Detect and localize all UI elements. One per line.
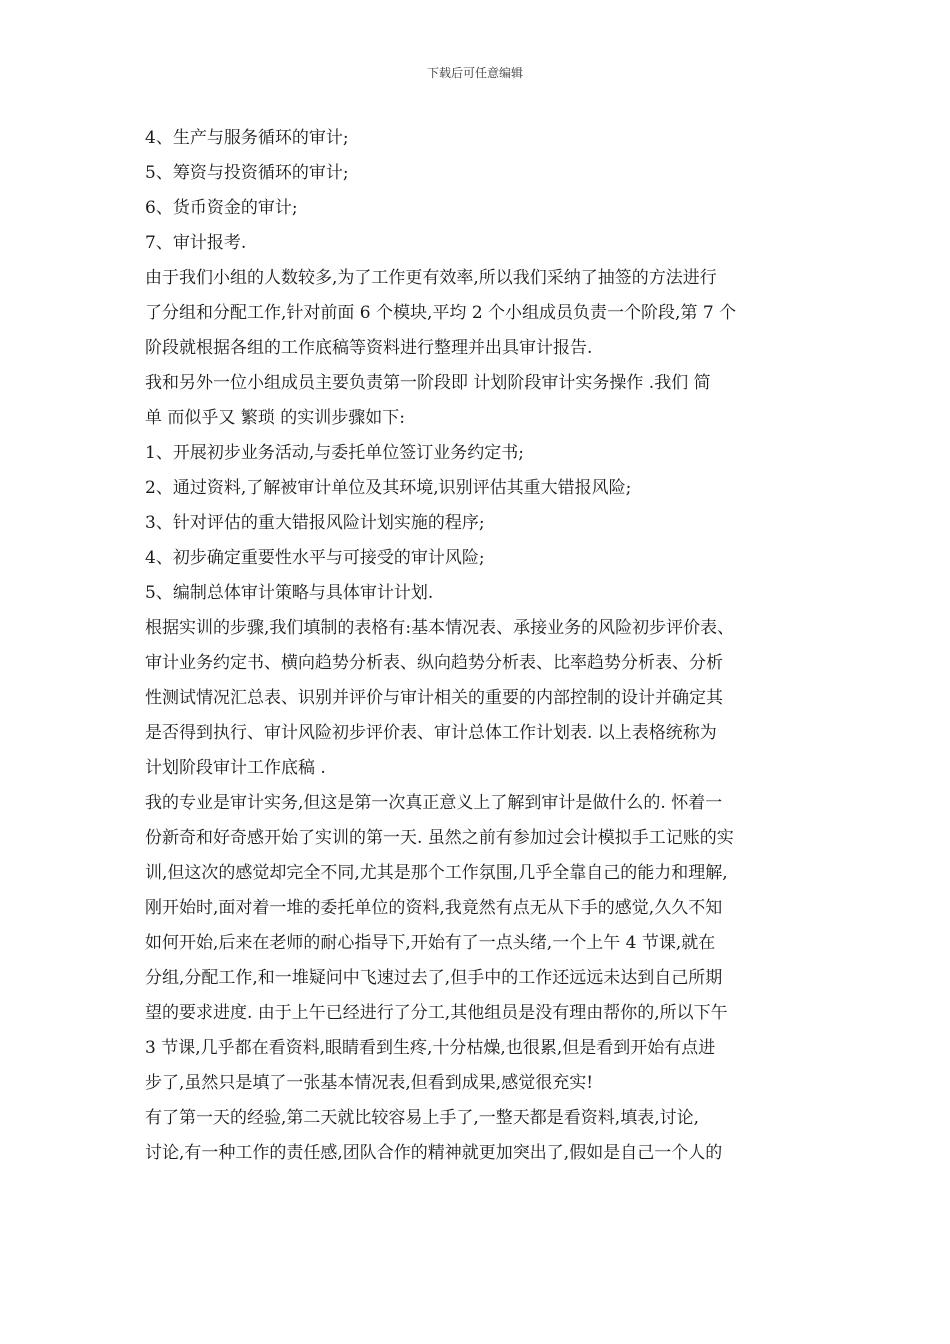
text-line: 有了第一天的经验,第二天就比较容易上手了,一整天都是看资料,填表,讨论, <box>145 1108 700 1128</box>
text-line: 阶段就根据各组的工作底稿等资料进行整理并出具审计报告. <box>145 338 593 358</box>
text-line: 计划阶段审计工作底稿 . <box>145 758 326 778</box>
text-line: 3 节课,几乎都在看资料,眼睛看到生疼,十分枯燥,也很累,但是看到开始有点进 <box>145 1038 716 1058</box>
text-line: 3、针对评估的重大错报风险计划实施的程序; <box>145 513 485 533</box>
text-line: 6、货币资金的审计; <box>145 198 298 218</box>
text-line: 5、编制总体审计策略与具体审计计划. <box>145 583 434 603</box>
text-line: 2、通过资料,了解被审计单位及其环境,识别评估其重大错报风险; <box>145 478 632 498</box>
text-line: 刚开始时,面对着一堆的委托单位的资料,我竟然有点无从下手的感觉,久久不知 <box>145 898 723 918</box>
text-line: 望的要求进度. 由于上午已经进行了分工,其他组员是没有理由帮你的,所以下午 <box>145 1003 728 1023</box>
text-line: 单 而似乎又 繁琐 的实训步骤如下: <box>145 408 405 428</box>
text-line: 5、筹资与投资循环的审计; <box>145 163 349 183</box>
text-line: 我的专业是审计实务,但这是第一次真正意义上了解到审计是做什么的. 怀着一 <box>145 793 723 813</box>
text-line: 了分组和分配工作,针对前面 6 个模块,平均 2 个小组成员负责一个阶段,第 7 个 <box>145 303 737 323</box>
text-line: 是否得到执行、审计风险初步评价表、审计总体工作计划表. 以上表格统称为 <box>145 723 717 743</box>
text-line: 我和另外一位小组成员主要负责第一阶段即 计划阶段审计实务操作 .我们 简 <box>145 373 711 393</box>
text-line: 性测试情况汇总表、识别并评价与审计相关的重要的内部控制的设计并确定其 <box>145 688 723 708</box>
text-line: 1、开展初步业务活动,与委托单位签订业务约定书; <box>145 443 524 463</box>
text-line: 训,但这次的感觉却完全不同,尤其是那个工作氛围,几乎全靠自己的能力和理解, <box>145 863 728 883</box>
document-body <box>145 124 825 1174</box>
text-line: 份新奇和好奇感开始了实训的第一天. 虽然之前有参加过会计模拟手工记账的实 <box>145 828 734 848</box>
text-line: 步了,虽然只是填了一张基本情况表,但看到成果,感觉很充实! <box>145 1073 594 1093</box>
text-line: 4、生产与服务循环的审计; <box>145 128 349 148</box>
text-line: 分组,分配工作,和一堆疑问中飞速过去了,但手中的工作还远远未达到自己所期 <box>145 968 723 988</box>
text-line: 讨论,有一种工作的责任感,团队合作的精神就更加突出了,假如是自己一个人的 <box>145 1143 723 1163</box>
text-line: 由于我们小组的人数较多,为了工作更有效率,所以我们采纳了抽签的方法进行 <box>145 268 717 288</box>
text-line: 7、审计报考. <box>145 233 247 253</box>
page-header: 下载后可任意编辑 <box>426 66 523 80</box>
text-line: 根据实训的步骤,我们填制的表格有:基本情况表、承接业务的风险初步评价表、 <box>145 618 735 638</box>
text-line: 审计业务约定书、横向趋势分析表、纵向趋势分析表、比率趋势分析表、分析 <box>145 653 723 673</box>
text-line: 如何开始,后来在老师的耐心指导下,开始有了一点头绪,一个上午 4 节课,就在 <box>145 933 716 953</box>
text-line: 4、初步确定重要性水平与可接受的审计风险; <box>145 548 485 568</box>
